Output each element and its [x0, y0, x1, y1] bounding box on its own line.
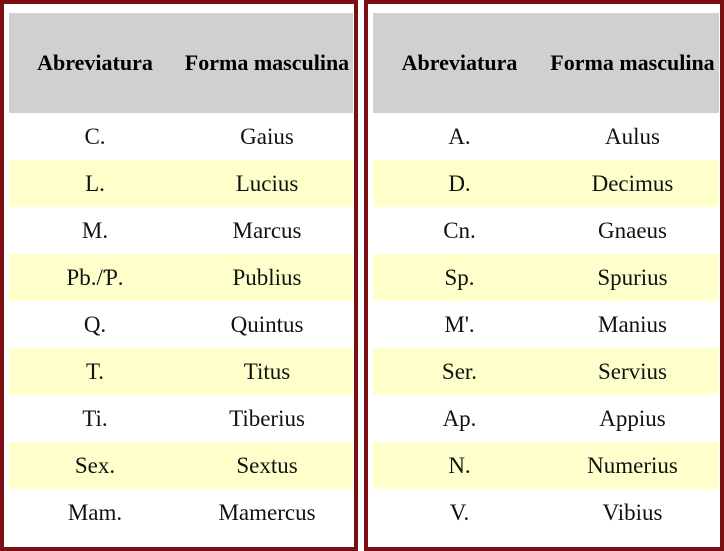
abbreviation-cell: Ser. [373, 348, 546, 395]
table-row [9, 395, 353, 442]
header-masculine-form: Forma masculina [181, 13, 353, 113]
abbreviation-cell: V. [373, 489, 546, 536]
abbreviation-cell: N. [373, 442, 546, 489]
table-row [9, 442, 353, 489]
praenomina-table-left [9, 13, 353, 536]
left-table-frame [0, 0, 358, 551]
abbreviation-cell: C. [9, 113, 181, 160]
praenomina-table-right [373, 13, 719, 536]
name-cell: Aulus [546, 113, 719, 160]
table-row [373, 113, 719, 160]
table-row [9, 348, 353, 395]
abbreviation-cell: L. [9, 160, 181, 207]
header-row [373, 13, 719, 113]
table-row [373, 442, 719, 489]
table-row [373, 348, 719, 395]
name-cell: Vibius [546, 489, 719, 536]
header-abbreviation: Abreviatura [373, 13, 546, 113]
name-cell: Titus [181, 348, 353, 395]
abbreviation-cell: Ap. [373, 395, 546, 442]
abbreviation-cell: D. [373, 160, 546, 207]
name-cell: Manius [546, 301, 719, 348]
table-row [9, 489, 353, 536]
name-cell: Tiberius [181, 395, 353, 442]
abbreviation-cell: Pb./Ƥ. [9, 254, 181, 301]
table-row [9, 113, 353, 160]
name-cell: Mamercus [181, 489, 353, 536]
table-row [9, 254, 353, 301]
name-cell: Servius [546, 348, 719, 395]
header-masculine-form: Forma masculina [546, 13, 719, 113]
abbreviation-cell: Sp. [373, 254, 546, 301]
name-cell: Lucius [181, 160, 353, 207]
table-row [373, 254, 719, 301]
name-cell: Numerius [546, 442, 719, 489]
table-row [373, 301, 719, 348]
name-cell: Quintus [181, 301, 353, 348]
abbreviation-cell: Mam. [9, 489, 181, 536]
abbreviation-cell: Cn. [373, 207, 546, 254]
abbreviation-cell: Sex. [9, 442, 181, 489]
name-cell: Gaius [181, 113, 353, 160]
table-row [373, 207, 719, 254]
abbreviation-cell: T. [9, 348, 181, 395]
name-cell: Spurius [546, 254, 719, 301]
name-cell: Publius [181, 254, 353, 301]
table-row [9, 301, 353, 348]
header-abbreviation: Abreviatura [9, 13, 181, 113]
abbreviation-cell: Ti. [9, 395, 181, 442]
right-table-frame [364, 0, 724, 551]
abbreviation-cell: M'. [373, 301, 546, 348]
abbreviation-cell: A. [373, 113, 546, 160]
name-cell: Sextus [181, 442, 353, 489]
table-row [9, 160, 353, 207]
abbreviation-cell: Q. [9, 301, 181, 348]
table-row [373, 395, 719, 442]
header-row [9, 13, 353, 113]
name-cell: Appius [546, 395, 719, 442]
table-row [373, 160, 719, 207]
table-row [373, 489, 719, 536]
abbreviation-cell: M. [9, 207, 181, 254]
name-cell: Gnaeus [546, 207, 719, 254]
name-cell: Decimus [546, 160, 719, 207]
name-cell: Marcus [181, 207, 353, 254]
table-row [9, 207, 353, 254]
